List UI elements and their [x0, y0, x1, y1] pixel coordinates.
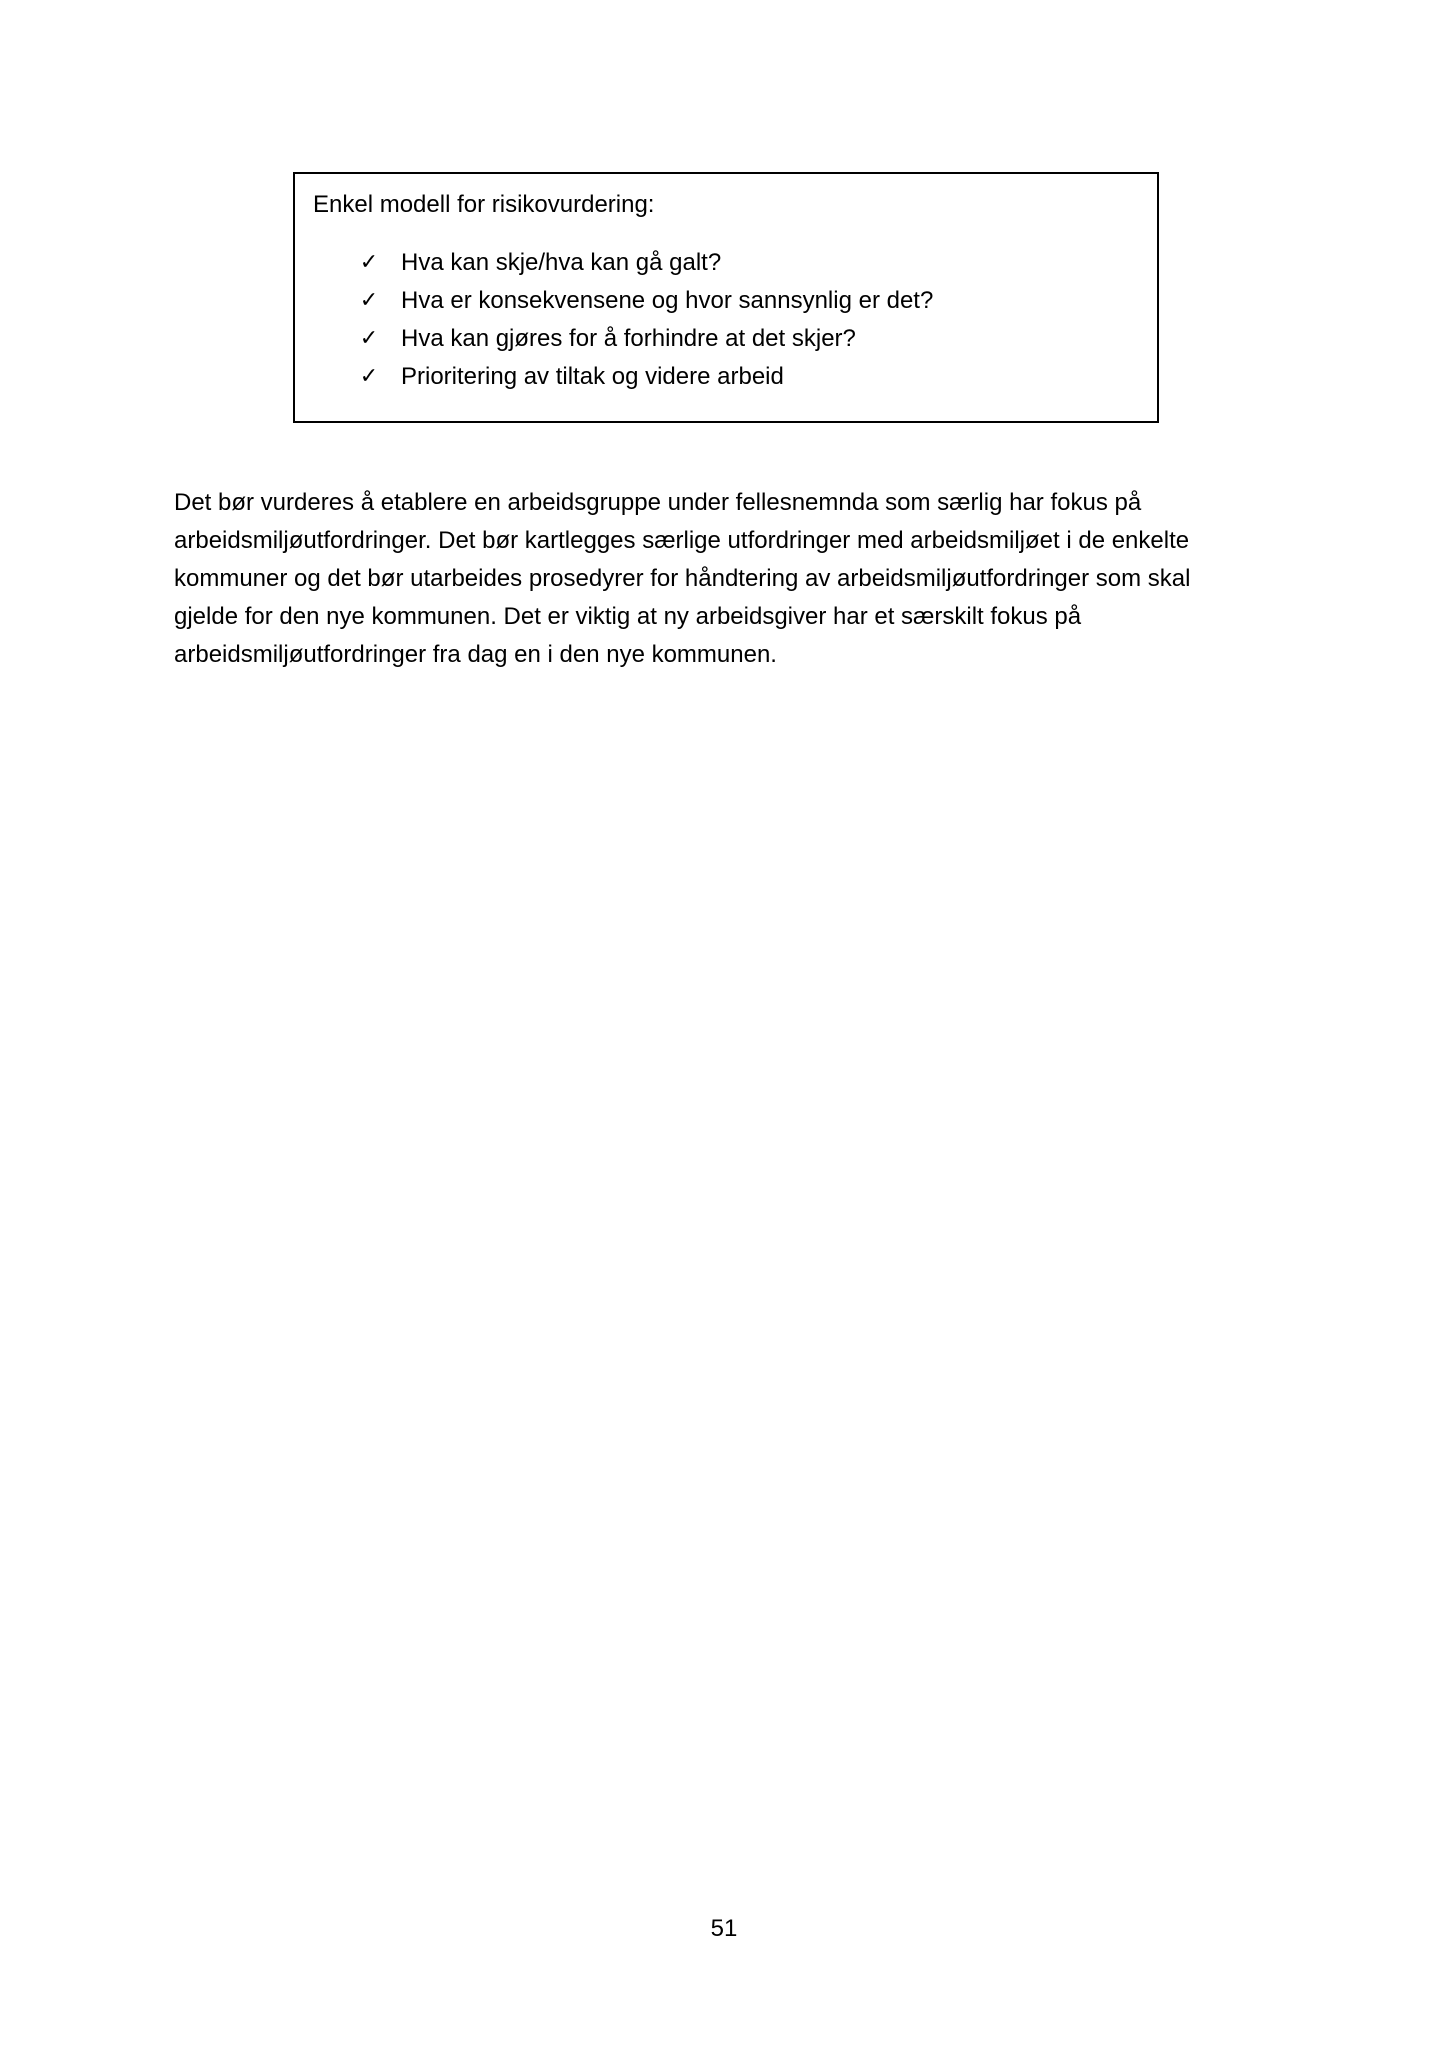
checklist-item-text: Hva kan gjøres for å forhindre at det skjer? — [401, 325, 856, 352]
risk-model-box — [293, 172, 1159, 423]
paragraph-line: gjelde for den nye kommunen. Det er viktig at ny arbeidsgiver har et særskilt fokus på — [174, 603, 1082, 630]
paragraph-line: arbeidsmiljøutfordringer. Det bør kartlegges særlige utfordringer med arbeidsmiljøet i de enkelte — [174, 527, 1190, 554]
paragraph-line: arbeidsmiljøutfordringer fra dag en i den nye kommunen. — [174, 641, 777, 668]
checklist-item-text: Hva kan skje/hva kan gå galt? — [401, 249, 722, 276]
checkmark-icon: ✓ — [359, 326, 379, 351]
checkmark-icon: ✓ — [359, 288, 379, 313]
checklist-item-text: Hva er konsekvensene og hvor sannsynlig er det? — [401, 287, 934, 314]
body-paragraph — [174, 484, 1294, 674]
box-title: Enkel modell for risikovurdering: — [313, 191, 655, 218]
paragraph-line: kommuner og det bør utarbeides prosedyrer for håndtering av arbeidsmiljøutfordringer som skal — [174, 565, 1191, 592]
paragraph-line: Det bør vurderes å etablere en arbeidsgruppe under fellesnemnda som særlig har fokus på — [174, 489, 1142, 516]
page-number: 51 — [710, 1915, 738, 1942]
checkmark-icon: ✓ — [359, 250, 379, 275]
checkmark-icon: ✓ — [359, 364, 379, 389]
checklist-item-text: Prioritering av tiltak og videre arbeid — [401, 363, 784, 390]
